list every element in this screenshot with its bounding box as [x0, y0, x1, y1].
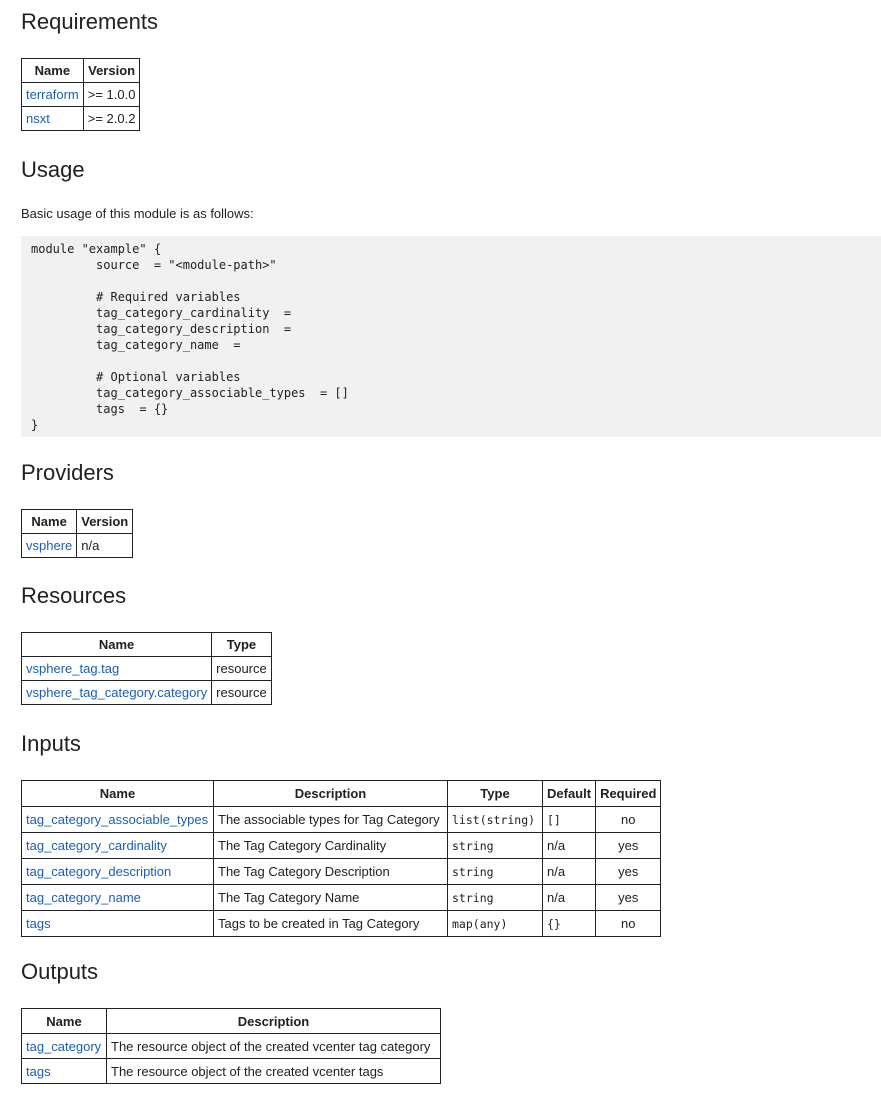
table-header-row: [22, 59, 140, 83]
default-cell: n/a: [543, 885, 596, 911]
default-code: {}: [547, 917, 561, 931]
table-row: [22, 911, 661, 937]
type-cell: [448, 885, 543, 911]
name-cell: [22, 107, 84, 131]
type-code: string: [452, 865, 494, 879]
name-cell: [22, 657, 212, 681]
inputs-heading: Inputs: [21, 731, 81, 756]
table-row: [22, 657, 272, 681]
column-header-type: Type: [212, 633, 272, 657]
resource-link-vsphere-tag-category[interactable]: vsphere_tag_category.category: [26, 685, 208, 700]
input-link-tags[interactable]: tags: [26, 916, 51, 931]
table-row: [22, 807, 661, 833]
description-cell: The resource object of the created vcenter tag category: [107, 1034, 441, 1059]
version-cell: n/a: [77, 534, 133, 558]
type-code: map(any): [452, 917, 508, 931]
description-cell: The Tag Category Description: [214, 859, 448, 885]
required-cell: yes: [596, 833, 661, 859]
outputs-table: [21, 1008, 441, 1084]
column-header-type: Type: [448, 781, 543, 807]
version-cell: >= 2.0.2: [83, 107, 140, 131]
column-header-description: Description: [214, 781, 448, 807]
usage-intro: Basic usage of this module is as follows:: [21, 206, 254, 221]
description-cell: The resource object of the created vcenter tags: [107, 1059, 441, 1084]
column-header-name: Name: [22, 510, 77, 534]
default-cell: n/a: [543, 833, 596, 859]
column-header-version: Version: [77, 510, 133, 534]
description-cell: The associable types for Tag Category: [214, 807, 448, 833]
type-cell: resource: [212, 681, 272, 705]
type-cell: [448, 911, 543, 937]
providers-table: [21, 509, 133, 558]
type-cell: [448, 833, 543, 859]
type-code: string: [452, 839, 494, 853]
default-cell: [543, 807, 596, 833]
description-cell: Tags to be created in Tag Category: [214, 911, 448, 937]
table-row: [22, 107, 140, 131]
input-link-tag-category-associable-types[interactable]: tag_category_associable_types: [26, 812, 209, 827]
name-cell: [22, 911, 214, 937]
table-header-row: [22, 781, 661, 807]
table-row: [22, 1059, 441, 1084]
name-cell: [22, 534, 77, 558]
resources-heading: Resources: [21, 583, 127, 608]
usage-heading: Usage: [21, 157, 85, 182]
inputs-table: [21, 780, 661, 937]
default-cell: [543, 911, 596, 937]
table-header-row: [22, 1009, 441, 1034]
default-cell: n/a: [543, 859, 596, 885]
description-cell: The Tag Category Name: [214, 885, 448, 911]
table-row: [22, 534, 133, 558]
column-header-name: Name: [22, 1009, 107, 1034]
description-cell: The Tag Category Cardinality: [214, 833, 448, 859]
table-row: [22, 833, 661, 859]
name-cell: [22, 885, 214, 911]
required-cell: yes: [596, 859, 661, 885]
column-header-version: Version: [83, 59, 140, 83]
column-header-name: Name: [22, 59, 84, 83]
required-cell: no: [596, 807, 661, 833]
type-cell: resource: [212, 657, 272, 681]
name-cell: [22, 1034, 107, 1059]
table-header-row: [22, 633, 272, 657]
name-cell: [22, 83, 84, 107]
name-cell: [22, 833, 214, 859]
input-link-tag-category-description[interactable]: tag_category_description: [26, 864, 172, 879]
table-row: [22, 681, 272, 705]
provider-link-vsphere[interactable]: vsphere: [26, 538, 73, 553]
output-link-tags[interactable]: tags: [26, 1063, 51, 1079]
table-header-row: [22, 510, 133, 534]
type-cell: [448, 807, 543, 833]
resources-table: [21, 632, 272, 705]
type-cell: [448, 859, 543, 885]
required-cell: yes: [596, 885, 661, 911]
column-header-required: Required: [596, 781, 661, 807]
version-cell: >= 1.0.0: [83, 83, 140, 107]
requirements-heading: Requirements: [21, 9, 158, 34]
outputs-heading: Outputs: [21, 959, 99, 984]
output-link-tag-category[interactable]: tag_category: [26, 1038, 102, 1054]
type-code: string: [452, 891, 494, 905]
column-header-name: Name: [22, 633, 212, 657]
input-link-tag-category-name[interactable]: tag_category_name: [26, 890, 141, 905]
type-code: list(string): [452, 813, 536, 827]
default-code: []: [547, 813, 561, 827]
name-cell: [22, 681, 212, 705]
name-cell: [22, 1059, 107, 1084]
requirements-table: [21, 58, 140, 131]
column-header-name: Name: [22, 781, 214, 807]
providers-heading: Providers: [21, 460, 114, 485]
resource-link-vsphere-tag[interactable]: vsphere_tag.tag: [26, 661, 120, 676]
column-header-description: Description: [107, 1009, 441, 1034]
table-row: [22, 1034, 441, 1059]
requirement-link-terraform[interactable]: terraform: [26, 87, 79, 102]
usage-code-block: module "example" { source = "<module-path>" # Required variables tag_category_cardinality = tag_category_description = tag_category_name = # Optional variables tag_category_associable_types = [] tags = {} }: [21, 236, 881, 437]
column-header-default: Default: [543, 781, 596, 807]
table-row: [22, 859, 661, 885]
table-row: [22, 83, 140, 107]
table-row: [22, 885, 661, 911]
name-cell: [22, 859, 214, 885]
requirement-link-nsxt[interactable]: nsxt: [26, 111, 50, 126]
required-cell: no: [596, 911, 661, 937]
name-cell: [22, 807, 214, 833]
input-link-tag-category-cardinality[interactable]: tag_category_cardinality: [26, 838, 167, 853]
